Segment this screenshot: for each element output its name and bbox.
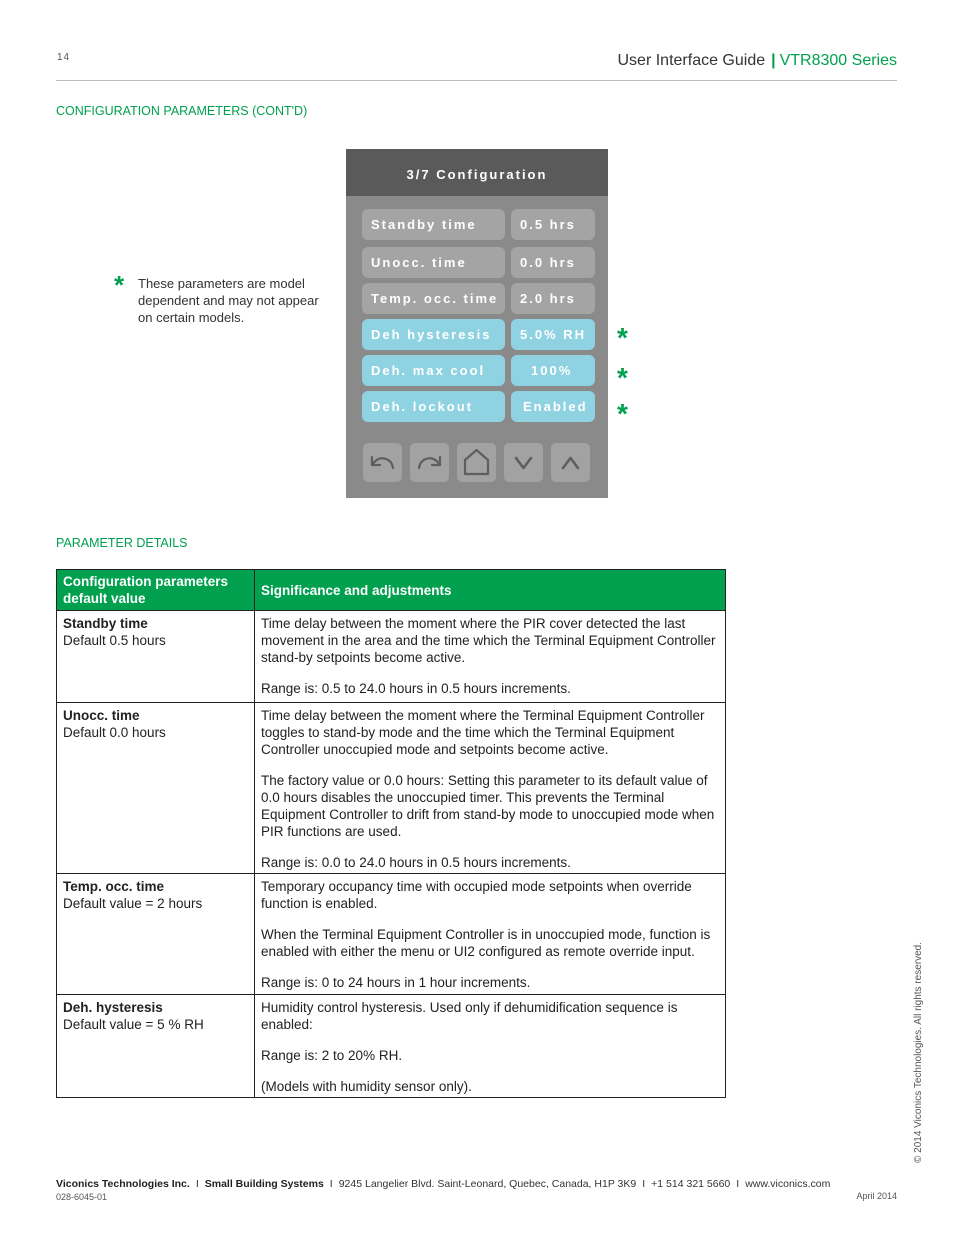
forward-icon (410, 443, 449, 482)
param-value-temp-occ[interactable]: 2.0 hrs (511, 283, 595, 314)
home-icon (457, 443, 496, 482)
guide-title: User Interface Guide (617, 52, 766, 69)
forward-button[interactable] (410, 443, 449, 482)
page-number: 14 (57, 52, 71, 63)
parameter-details-table (56, 569, 726, 1098)
table-row (57, 703, 726, 874)
param-label-unocc[interactable]: Unocc. time (362, 247, 505, 278)
param-cell (57, 874, 255, 995)
param-default: Default 0.0 hours (63, 725, 166, 740)
param-value-deh-hysteresis[interactable]: 5.0% RH (511, 319, 595, 350)
back-button[interactable] (363, 443, 402, 482)
document-number: 028-6045-01 (56, 1192, 108, 1202)
column-header-significance: Significance and adjustments (255, 570, 726, 611)
param-label-temp-occ[interactable]: Temp. occ. time (362, 283, 505, 314)
scroll-up-button[interactable] (551, 443, 590, 482)
company-address: 9245 Langelier Blvd. Saint-Leonard, Quebec, Canada, H1P 3K9 (338, 1178, 637, 1190)
range-text: Range is: 0.5 to 24.0 hours in 0.5 hours increments. (261, 681, 571, 696)
chevron-up-icon (551, 443, 590, 482)
description-cell (255, 995, 726, 1098)
range-text: Range is: 0.0 to 24.0 hours in 0.5 hours increments. (261, 855, 571, 870)
division-name: Small Building Systems (204, 1178, 324, 1190)
range-text: Range is: 2 to 20% RH. (261, 1048, 403, 1063)
header-divider (56, 80, 897, 81)
description-text: Time delay between the moment where the PIR cover detected the last movement in the area and the time which the Terminal Equipment Controller stand-by setpoints become active. (261, 616, 716, 665)
thermostat-screen (346, 149, 608, 498)
param-value-standby[interactable]: 0.5 hrs (511, 209, 595, 240)
param-label-deh-lockout[interactable]: Deh. lockout (362, 391, 505, 422)
section-heading-details: PARAMETER DETAILS (56, 536, 188, 550)
param-cell (57, 703, 255, 874)
description-text: The factory value or 0.0 hours: Setting this parameter to its default value of 0.0 hours disables the unoccupied timer. This prevents the Terminal Equipment Controller to drift from stand-by mode to unoccupied mode when PIR functions are used. (261, 773, 715, 839)
param-name: Standby time (63, 616, 148, 631)
footer-separator: I (736, 1178, 740, 1190)
description-text: Humidity control hysteresis. Used only if dehumidification sequence is enabled: (261, 1000, 678, 1032)
param-name: Deh. hysteresis (63, 1000, 163, 1015)
scroll-down-button[interactable] (504, 443, 543, 482)
param-name: Temp. occ. time (63, 879, 165, 894)
param-value-deh-lockout[interactable]: Enabled (511, 391, 595, 422)
company-website[interactable]: www.viconics.com (745, 1178, 831, 1190)
note-text: These parameters are model dependent and may not appear on certain models. (138, 276, 319, 325)
table-row (57, 995, 726, 1098)
description-cell (255, 874, 726, 995)
description-text: Time delay between the moment where the Terminal Equipment Controller toggles to stand-by mode and the time which the Terminal Equipment Controller unoccupied mode and setpoints become active. (261, 708, 705, 757)
range-text: Range is: 0 to 24 hours in 1 hour increments. (261, 975, 531, 990)
param-name: Unocc. time (63, 708, 140, 723)
home-button[interactable] (457, 443, 496, 482)
publication-date: April 2014 (856, 1191, 897, 1201)
param-label-deh-max-cool[interactable]: Deh. max cool (362, 355, 505, 386)
company-phone: +1 514 321 5660 (651, 1178, 731, 1190)
column-header-params: Configuration parameters default value (57, 570, 255, 611)
header-separator: | (771, 52, 776, 69)
param-default: Default value = 5 % RH (63, 1017, 204, 1032)
asterisk-icon: * (617, 398, 628, 429)
param-label-standby[interactable]: Standby time (362, 209, 505, 240)
back-icon (363, 443, 402, 482)
param-value-unocc[interactable]: 0.0 hrs (511, 247, 595, 278)
asterisk-icon: * (114, 270, 125, 300)
chevron-down-icon (504, 443, 543, 482)
param-cell (57, 995, 255, 1098)
footer-contact-line (56, 1178, 897, 1190)
param-default: Default value = 2 hours (63, 896, 203, 911)
table-header-row (57, 570, 726, 611)
series-name: VTR8300 Series (779, 52, 897, 69)
screen-title: 3/7 Configuration (346, 149, 608, 196)
company-name: Viconics Technologies Inc. (56, 1178, 190, 1190)
page-footer (56, 1178, 897, 1202)
copyright-notice: © 2014 Viconics Technologies. All rights reserved. (913, 941, 924, 1163)
footer-separator: I (195, 1178, 199, 1190)
asterisk-icon: * (617, 362, 628, 393)
table-row (57, 611, 726, 703)
table-row (57, 874, 726, 995)
document-header (618, 52, 898, 70)
description-text: When the Terminal Equipment Controller is in unoccupied mode, function is enabled with either the menu or UI2 configured as remote override input. (261, 927, 711, 959)
asterisk-icon: * (617, 322, 628, 353)
param-label-deh-hysteresis[interactable]: Deh hysteresis (362, 319, 505, 350)
footer-separator: I (642, 1178, 646, 1190)
param-default: Default 0.5 hours (63, 633, 166, 648)
footer-separator: I (329, 1178, 333, 1190)
description-text: (Models with humidity sensor only). (261, 1079, 472, 1094)
description-text: Temporary occupancy time with occupied mode setpoints when override function is enabled. (261, 879, 692, 911)
section-heading-config: CONFIGURATION PARAMETERS (CONT'D) (56, 104, 308, 118)
description-cell (255, 611, 726, 703)
param-cell (57, 611, 255, 703)
param-value-deh-max-cool[interactable]: 100% (511, 355, 595, 386)
description-cell (255, 703, 726, 874)
